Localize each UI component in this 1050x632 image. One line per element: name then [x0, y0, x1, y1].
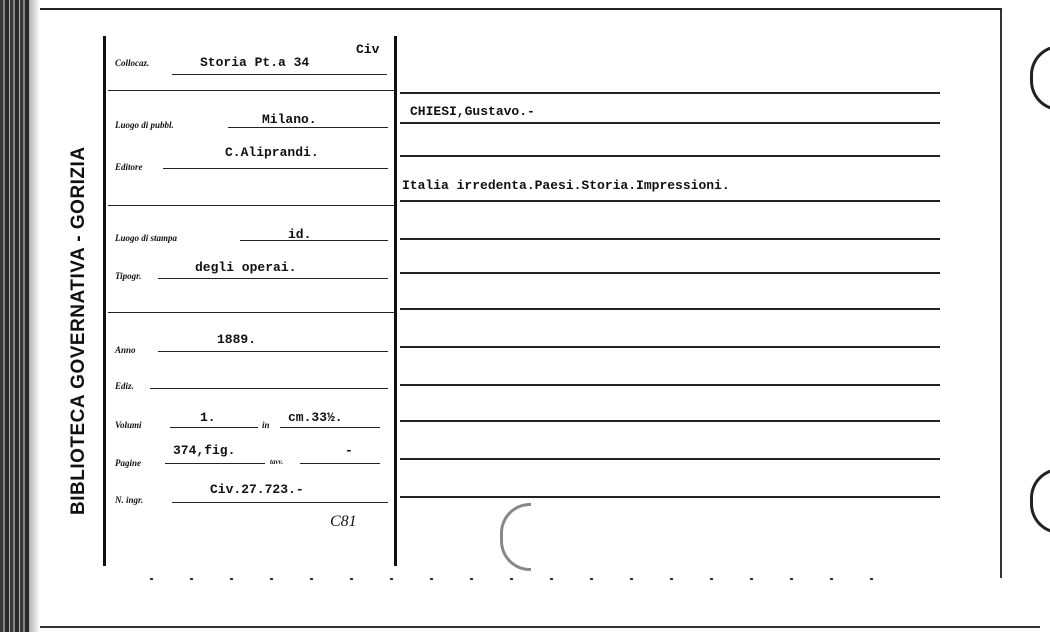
- luogo-stampa-label: Luogo di stampa: [115, 233, 178, 243]
- rule-line: [400, 346, 940, 348]
- rule-line: [400, 308, 940, 310]
- institution-label: BIBLIOTECA GOVERNATIVA - GORIZIA: [68, 146, 89, 515]
- section-line: [108, 205, 394, 206]
- author: CHIESI,Gustavo.-: [410, 104, 535, 119]
- luogo-pubbl-value: Milano.: [262, 112, 317, 127]
- left-margin-line: [103, 36, 106, 566]
- rule-line: [400, 272, 940, 274]
- field-underline: [165, 463, 265, 464]
- rule-line: [400, 384, 940, 386]
- tipografo-label: Tipogr.: [115, 271, 142, 281]
- scan-edge: [0, 0, 30, 632]
- center-divider-line: [394, 36, 397, 566]
- field-underline: [158, 351, 388, 352]
- section-line: [108, 312, 394, 313]
- luogo-pubbl-label: Luogo di pubbl.: [115, 120, 174, 130]
- volumi-in-label: in: [262, 420, 270, 430]
- title: Italia irredenta.Paesi.Storia.Impressioni.: [402, 178, 730, 193]
- field-underline: [150, 388, 388, 389]
- field-underline: [158, 278, 388, 279]
- field-underline: [172, 502, 388, 503]
- pagine-value: 374,fig.: [173, 443, 236, 458]
- tavole-value: -: [345, 443, 353, 458]
- anno-value: 1889.: [217, 332, 257, 347]
- rule-line: [400, 238, 940, 240]
- collocazione-value: Storia Pt.a 34: [200, 55, 310, 70]
- field-underline: [228, 127, 388, 128]
- rule-line: [400, 155, 940, 157]
- hole-punch-mark: [1030, 45, 1050, 111]
- editore-label: Editore: [115, 162, 143, 172]
- field-underline: [163, 168, 388, 169]
- handwritten-note: C81: [330, 513, 357, 530]
- hole-punch-mark: [1030, 468, 1050, 534]
- field-underline: [300, 463, 380, 464]
- pagine-label: Pagine: [115, 458, 141, 468]
- section-line: [108, 90, 394, 91]
- rule-line: [400, 122, 940, 124]
- rule-line: [400, 92, 940, 94]
- rule-line: [400, 200, 940, 202]
- edizione-label: Ediz.: [115, 381, 134, 391]
- bottom-dotted-line: [150, 578, 910, 580]
- formato-value: cm.33½.: [288, 410, 343, 425]
- scan-shadow: [30, 0, 40, 632]
- volumi-value: 1.: [200, 410, 216, 425]
- n-ingr-label: N. ingr.: [115, 495, 144, 505]
- field-underline: [170, 427, 258, 428]
- luogo-stampa-value: id.: [288, 227, 312, 242]
- collocazione-label: Collocaz.: [115, 58, 150, 68]
- field-underline: [240, 240, 388, 241]
- tipografo-value: degli operai.: [195, 260, 297, 275]
- rule-line: [400, 420, 940, 422]
- bottom-edge-line: [40, 626, 1040, 628]
- editore-value: C.Aliprandi.: [225, 145, 319, 160]
- field-underline: [280, 427, 380, 428]
- tavole-label: tavv.: [270, 458, 284, 466]
- volumi-label: Volumi: [115, 420, 142, 430]
- collocazione-extra: Civ: [356, 42, 380, 57]
- rule-line: [400, 458, 940, 460]
- n-ingr-value: Civ.27.723.-: [210, 482, 304, 497]
- rule-line: [400, 496, 940, 498]
- field-underline: [172, 74, 387, 75]
- anno-label: Anno: [115, 345, 136, 355]
